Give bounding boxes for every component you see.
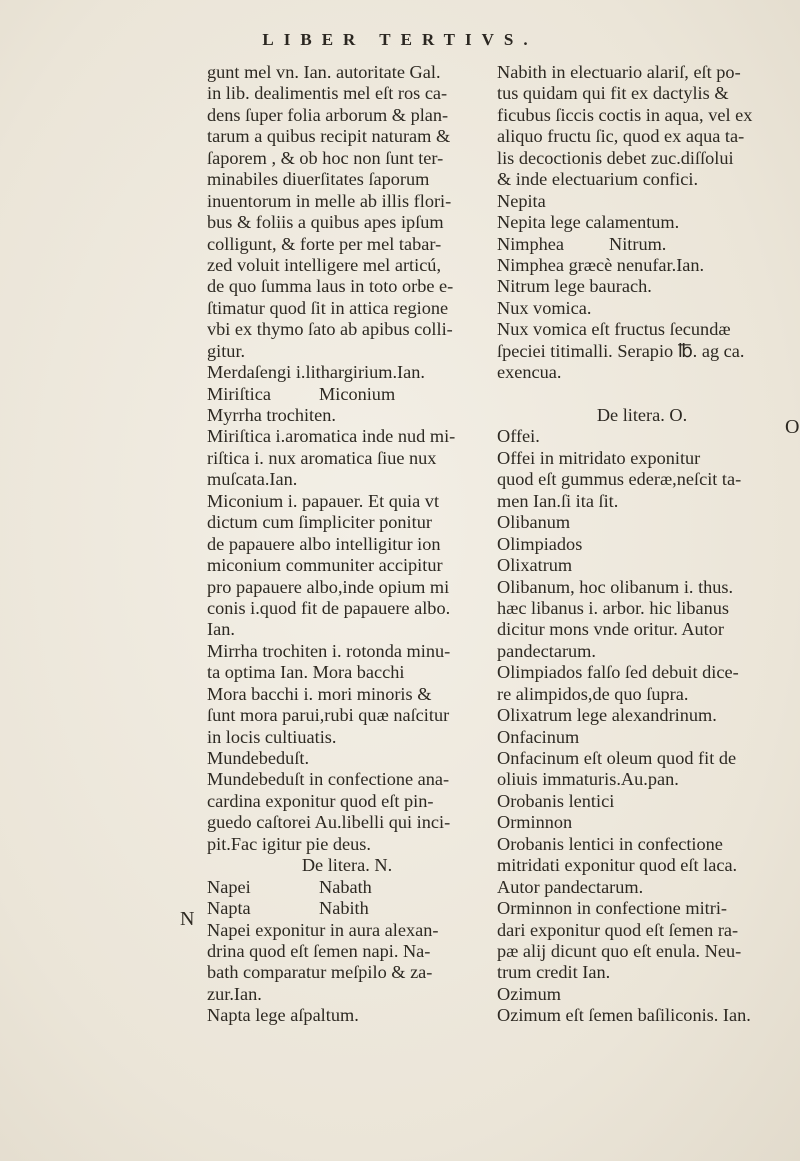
text-line: Ian. [207,619,235,640]
text-line: dens ſuper folia arborum & plan- [207,104,449,125]
text-line: miconium communiter accipitur [207,555,443,576]
text-line: Olixatrum lege alexandrinum. [497,705,717,726]
text-line: trum credit Ian. [497,962,611,983]
text-line: re alimpidos,de quo ſupra. [497,683,689,704]
text-line: Nitrum lege baurach. [497,276,652,297]
term-pair [207,877,487,898]
text-line: pandectarum. [497,640,596,661]
term: Miconium [319,383,396,404]
text-line: zur.Ian. [207,983,262,1004]
section-heading: De litera. N. [301,855,393,876]
text-line: Napei exponitur in aura alexan- [207,919,439,940]
text-line: minabiles diuerſitates ſaporum [207,169,430,190]
term: Napei [207,876,251,897]
text-line: & inde electuarium confici. [497,169,699,190]
text-line: gitur. [207,340,246,361]
column-left [207,62,487,1027]
text-line: ſaporem , & ob hoc non ſunt ter- [207,147,444,168]
text-line: Mirrha trochiten i. rotonda minu- [207,640,451,661]
text-line: Onfacinum [497,726,580,747]
text-line: oliuis immaturis.Au.pan. [497,769,679,790]
text-line: gunt mel vn. Ian. autoritate Gal. [207,62,441,82]
text-line: conis i.quod fit de papauere albo. [207,597,451,618]
text-line: colligunt, & forte per mel tabar- [207,233,442,254]
text-line: cardina exponitur quod eſt pin- [207,790,434,811]
text-line: Autor pandectarum. [497,876,644,897]
text-line: pit.Fac igitur pie deus. [207,833,371,854]
text-line: dictum cum ſimpliciter ponitur [207,512,432,533]
text-line: Orobanis lentici [497,790,615,811]
text-line: Onfacinum eſt oleum quod fit de [497,748,737,768]
text-line: inuentorum in melle ab illis flori- [207,190,452,211]
term: Nimphea [497,233,565,254]
text-line: mitridati exponitur quod eſt laca. [497,855,738,876]
text-line [497,384,787,405]
text-line: dari exponitur quod eſt ſemen ra- [497,919,739,940]
text-line: Myrrha trochiten. [207,405,336,425]
text-line: ſunt mora parui,rubi quæ naſcitur [207,705,450,726]
text-line: Orminnon [497,812,573,833]
text-line: Mora bacchi i. mori minoris & [207,683,432,704]
text-line: dicitur mons vnde oritur. Autor [497,619,724,640]
term: Napta [207,898,251,919]
text-line: Olimpiados falſo ſed debuit dice- [497,662,739,683]
text-line: vbi ex thymo ſato ab apibus colli- [207,319,453,340]
text-line: bath comparatur meſpilo & za- [207,962,433,983]
term-pair [207,384,487,405]
text-line: exencua. [497,362,562,383]
text-line: Miriſtica i.aromatica inde nud mi- [207,426,456,447]
text-line: lis decoctionis debet zuc.diſſolui [497,147,734,168]
text-line: hæc libanus i. arbor. hic libanus [497,597,730,618]
text-line: de quo ſumma laus in toto orbe e- [207,276,454,297]
text-line: Olixatrum [497,555,573,576]
text-line: Nux vomica eſt fructus ſecundæ [497,319,731,340]
text-line: drina quod eſt ſemen napi. Na- [207,940,431,961]
text-line: Napta lege aſpaltum. [207,1005,359,1026]
text-line: pro papauere albo,inde opium mi [207,576,450,597]
text-line: Mundebeduſt. [207,748,310,768]
text-line: Merdaſengi i.lithargirium.Ian. [207,362,425,383]
column-right [497,62,787,1027]
section-heading: De litera. O. [596,405,688,425]
text-line: ſtimatur quod ſit in attica regione [207,297,449,318]
text-line: Miconium i. papauer. Et quia vt [207,490,440,511]
text-line: Nimphea græcè nenufar.Ian. [497,254,705,275]
text-line: Offei. [497,426,540,447]
text-line: Ozimum [497,983,561,1004]
text-line: Nepita lege calamentum. [497,212,680,233]
text-line: men Ian.ſi ita ſit. [497,490,619,511]
text-line: in locis cultiuatis. [207,726,337,747]
text-line: guedo caſtorei Au.libelli qui inci- [207,812,451,833]
text-line: Olimpiados [497,533,583,554]
text-line: Orobanis lentici in confectione [497,833,723,854]
text-line: tarum a quibus recipit naturam & [207,126,451,147]
text-line: quod eſt gummus ederæ,neſcit ta- [497,469,742,490]
term: Miriſtica [207,383,271,404]
text-line: ta optima Ian. Mora bacchi [207,662,405,683]
running-head: LIBER TERTIVS. [262,30,538,49]
text-line: bus & foliis a quibus apes ipſum [207,212,444,233]
text-line: Offei in mitridato exponitur [497,447,701,468]
text-line: zed voluit intelligere mel articú, [207,254,442,275]
term: Nabith [319,898,369,919]
text-line: Olibanum [497,512,571,533]
marginal-letter-n: N [180,908,195,930]
text-line: Ozimum eſt ſemen baſiliconis. Ian. [497,1005,751,1026]
text-line: tus quidam qui fit ex dactylis & [497,83,729,104]
marginal-letter-o: O [785,416,800,438]
term: Nitrum. [609,233,667,254]
text-line: Nux vomica. [497,297,592,318]
text-line: Nabith in electuario alariſ, eſt po- [497,62,741,82]
term-pair [207,898,487,919]
text-line: pæ alij dicunt quo eſt enula. Neu- [497,940,742,961]
term: Nabath [319,876,372,897]
text-line: riſtica i. nux aromatica ſiue nux [207,447,437,468]
text-line: muſcata.Ian. [207,469,298,490]
term-pair [497,234,787,255]
text-line: aliquo fructu ſic, quod ex aqua ta- [497,126,745,147]
text-line: de papauere albo intelligitur ion [207,533,441,554]
text-line: ficubus ſiccis coctis in aqua, vel ex [497,104,753,125]
text-line: ſpeciei titimalli. Serapio ℔. ag ca. [497,340,745,361]
text-line: Nepita [497,190,546,211]
text-line: Olibanum, hoc olibanum i. thus. [497,576,734,597]
text-line: in lib. dealimentis mel eſt ros ca- [207,83,448,104]
text-line: Orminnon in confectione mitri- [497,898,727,919]
text-line: Mundebeduſt in confectione ana- [207,769,450,790]
